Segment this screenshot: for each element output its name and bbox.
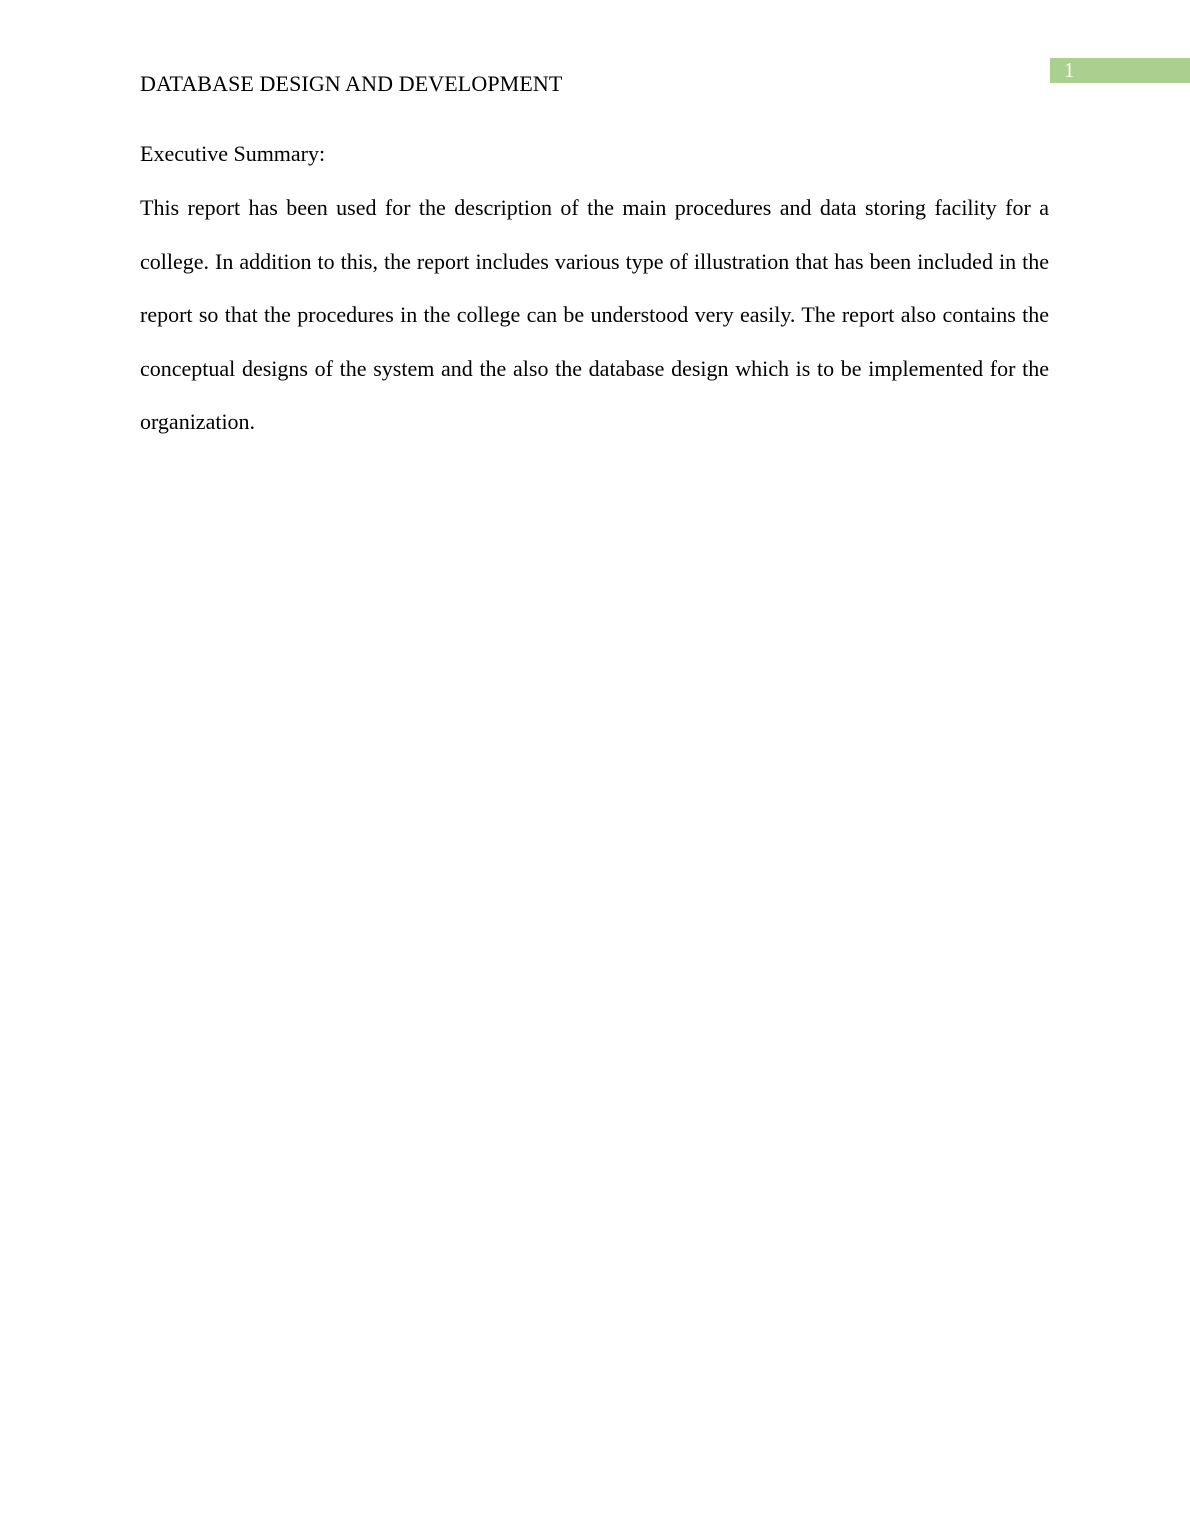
page-number: 1 <box>1064 58 1075 82</box>
body-paragraph: This report has been used for the description of the main procedures and data storing facility for a college. In addition to this, the report includes various type of illustration that has been included in the report so that the procedures in the college can be understood very easily. The report also contains the conceptual designs of the system and the also the database design which is to be implemented for the organization. <box>140 195 1049 435</box>
running-header-title: DATABASE DESIGN AND DEVELOPMENT <box>140 71 563 96</box>
section-heading: Executive Summary: <box>140 141 326 166</box>
page-number-badge <box>1050 58 1190 83</box>
